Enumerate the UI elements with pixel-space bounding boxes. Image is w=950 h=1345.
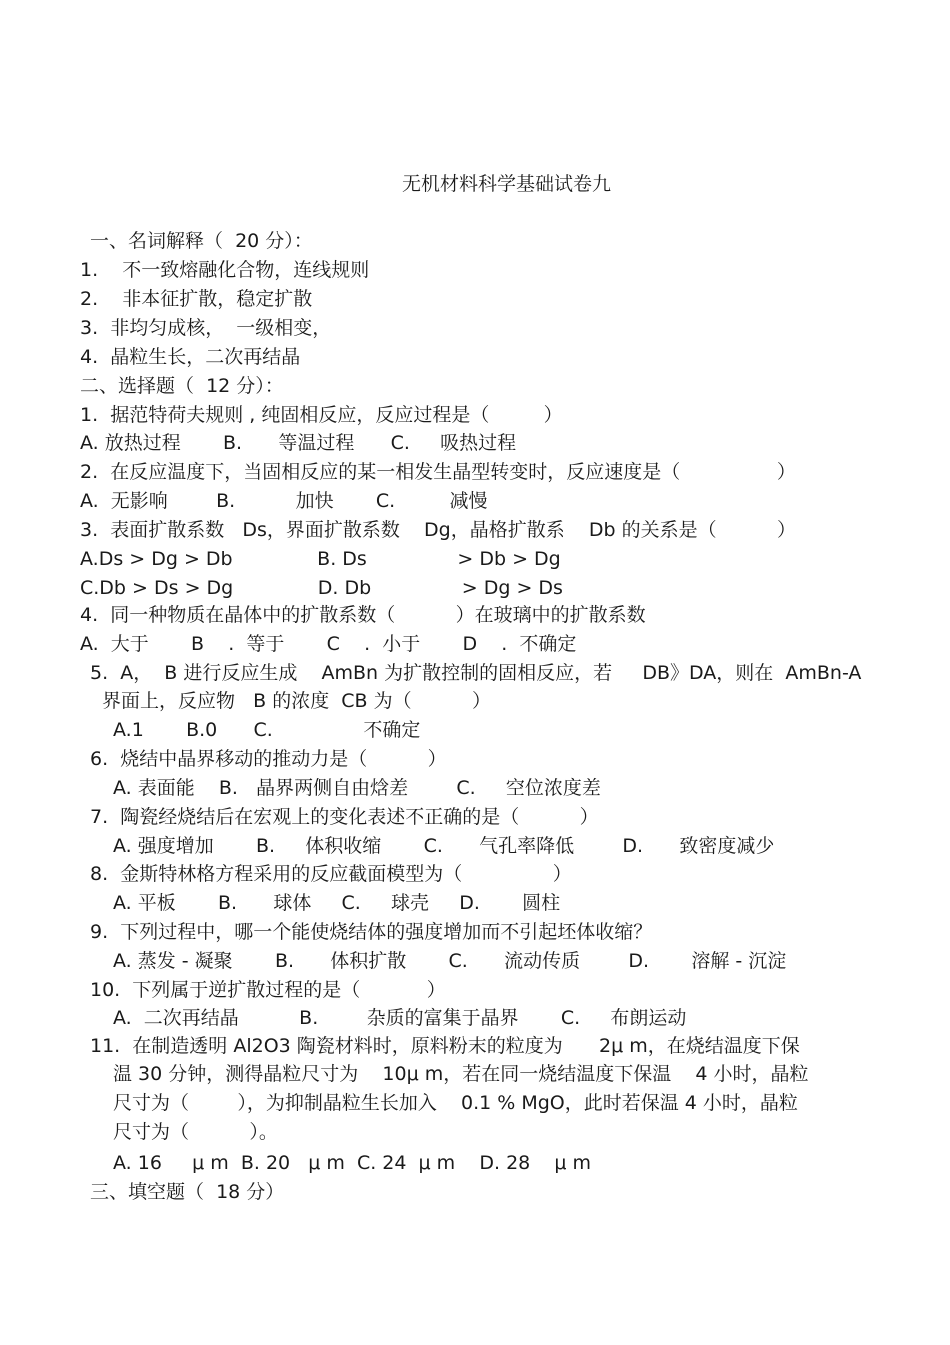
section-heading: 三、填空题（ 18 分） <box>90 1181 285 1203</box>
question-text: 6. 烧结中晶界移动的推动力是（ ） <box>90 748 447 770</box>
answer-options: A. 16 μ m B. 20 μ m C. 24 μ m D. 28 μ m <box>113 1152 592 1174</box>
question-text: 8. 金斯特林格方程采用的反应截面模型为（ ） <box>90 863 572 885</box>
question-text: 3. 表面扩散系数 Ds，界面扩散系数 Dg，晶格扩散系 Db 的关系是（ ） <box>80 519 796 541</box>
term-item: 4. 晶粒生长，二次再结晶 <box>80 346 301 368</box>
answer-options: A.Ds > Dg > Db B. Ds > Db > Dg <box>80 548 561 570</box>
answer-options: A. 表面能 B. 晶界两侧自由焓差 C. 空位浓度差 <box>113 777 601 799</box>
question-text: 尺寸为（ ），为抑制晶粒生长加入 0.1 % MgO，此时若保温 4 小时，晶粒 <box>113 1092 798 1114</box>
answer-options: A. 大于 B . 等于 C . 小于 D . 不确定 <box>80 633 577 655</box>
answer-options: A. 平板 B. 球体 C. 球壳 D. 圆柱 <box>113 892 561 914</box>
answer-options: A. 无影响 B. 加快 C. 减慢 <box>80 490 488 512</box>
question-text: 2. 在反应温度下，当固相反应的某一相发生晶型转变时，反应速度是（ ） <box>80 461 796 483</box>
question-text: 5. A， B 进行反应生成 AmBn 为扩散控制的固相反应，若 DB》DA，则在 AmBn-A <box>90 662 862 684</box>
term-item: 2. 非本征扩散，稳定扩散 <box>80 288 313 310</box>
question-text: 10. 下列属于逆扩散过程的是（ ） <box>90 979 446 1001</box>
answer-options: A. 强度增加 B. 体积收缩 C. 气孔率降低 D. 致密度减少 <box>113 835 775 857</box>
answer-options: A. 放热过程 B. 等温过程 C. 吸热过程 <box>80 432 517 454</box>
question-text: 温 30 分钟，测得晶粒尺寸为 10μ m，若在同一烧结温度下保温 4 小时，晶粒 <box>113 1063 809 1085</box>
term-item: 3. 非均匀成核， 一级相变， <box>80 317 332 339</box>
question-text: 界面上，反应物 B 的浓度 CB 为（ ） <box>102 690 492 712</box>
exam-title: 无机材料科学基础试卷九 <box>402 173 612 195</box>
question-text: 9. 下列过程中，哪一个能使烧结体的强度增加而不引起坯体收缩？ <box>90 921 653 943</box>
term-item: 1. 不一致熔融化合物，连线规则 <box>80 259 370 281</box>
question-text: 11. 在制造透明 Al2O3 陶瓷材料时，原料粉末的粒度为 2μ m，在烧结温度下保 <box>90 1035 800 1057</box>
question-text: 4. 同一种物质在晶体中的扩散系数（ ）在玻璃中的扩散系数 <box>80 604 646 626</box>
answer-options: A. 二次再结晶 B. 杂质的富集于晶界 C. 布朗运动 <box>113 1007 687 1029</box>
answer-options: A. 蒸发 - 凝聚 B. 体积扩散 C. 流动传质 D. 溶解 - 沉淀 <box>113 950 787 972</box>
question-text: 7. 陶瓷经烧结后在宏观上的变化表述不正确的是（ ） <box>90 806 599 828</box>
section-heading: 二、选择题（ 12 分）： <box>80 375 284 397</box>
question-text: 尺寸为（ ）。 <box>113 1121 278 1143</box>
question-text: 1. 据范特荷夫规则 , 纯固相反应，反应过程是（ ） <box>80 404 563 426</box>
answer-options: C.Db > Ds > Dg D. Db > Dg > Ds <box>80 577 563 599</box>
section-heading: 一、名词解释（ 20 分）： <box>90 230 313 252</box>
answer-options: A.1 B.0 C. 不确定 <box>113 719 421 741</box>
